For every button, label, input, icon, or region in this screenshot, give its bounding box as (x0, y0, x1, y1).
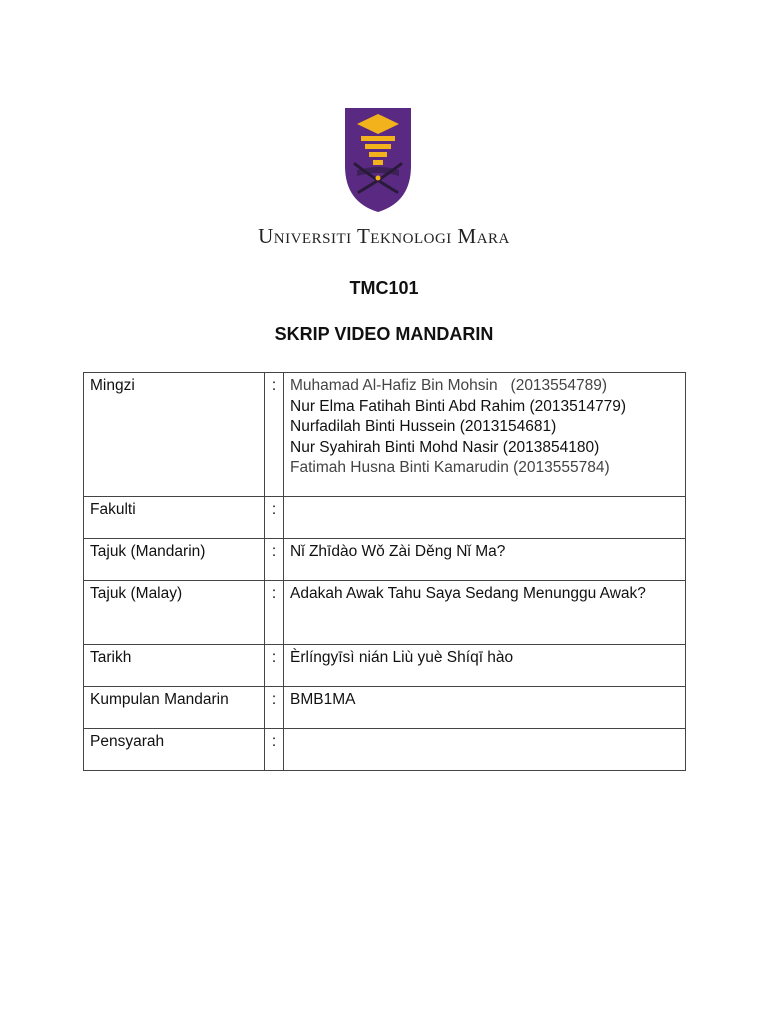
row-colon: : (265, 687, 284, 729)
course-code: TMC101 (349, 278, 419, 298)
table-row (84, 539, 686, 581)
row-value: Adakah Awak Tahu Saya Sedang Menunggu Awak? (284, 581, 686, 645)
document-title: SKRIP VIDEO MANDARIN (274, 324, 494, 344)
name-entry: Nur Elma Fatihah Binti Abd Rahim (2013514779) (290, 397, 627, 415)
name-entry: Nurfadilah Binti Hussein (2013154681) (290, 418, 557, 435)
row-colon: : (265, 729, 284, 771)
university-logo (343, 106, 413, 214)
table-row (84, 729, 686, 771)
row-label: Kumpulan Mandarin (84, 687, 265, 729)
table-row (84, 373, 686, 497)
row-label: Tajuk (Mandarin) (84, 539, 265, 581)
row-value: BMB1MA (284, 687, 686, 729)
name-entry: Fatimah Husna Binti Kamarudin (2013555784) (290, 459, 610, 476)
table-row (84, 497, 686, 539)
info-table (83, 372, 686, 771)
row-colon: : (265, 539, 284, 581)
row-value (284, 497, 686, 539)
row-label: Tajuk (Malay) (84, 581, 265, 645)
names-list (284, 373, 686, 497)
table-row (84, 687, 686, 729)
row-label: Tarikh (84, 645, 265, 687)
row-label: Fakulti (84, 497, 265, 539)
row-colon: : (265, 645, 284, 687)
row-label: Pensyarah (84, 729, 265, 771)
row-label: Mingzi (84, 373, 265, 497)
row-colon: : (265, 581, 284, 645)
row-value: Nǐ Zhīdào Wǒ Zài Děng Nǐ Ma? (284, 539, 686, 581)
table-row (84, 645, 686, 687)
row-colon: : (265, 373, 284, 497)
row-colon: : (265, 497, 284, 539)
university-name: Universiti Teknologi Mara (258, 224, 510, 248)
name-entry: Nur Syahirah Binti Mohd Nasir (2013854180) (290, 438, 600, 456)
row-value (284, 729, 686, 771)
table-row (84, 581, 686, 645)
name-entry: Muhamad Al-Hafiz Bin Mohsin (2013554789) (290, 377, 608, 394)
row-value: Èrlíngyīsì nián Liù yuè Shíqī hào (284, 645, 686, 687)
